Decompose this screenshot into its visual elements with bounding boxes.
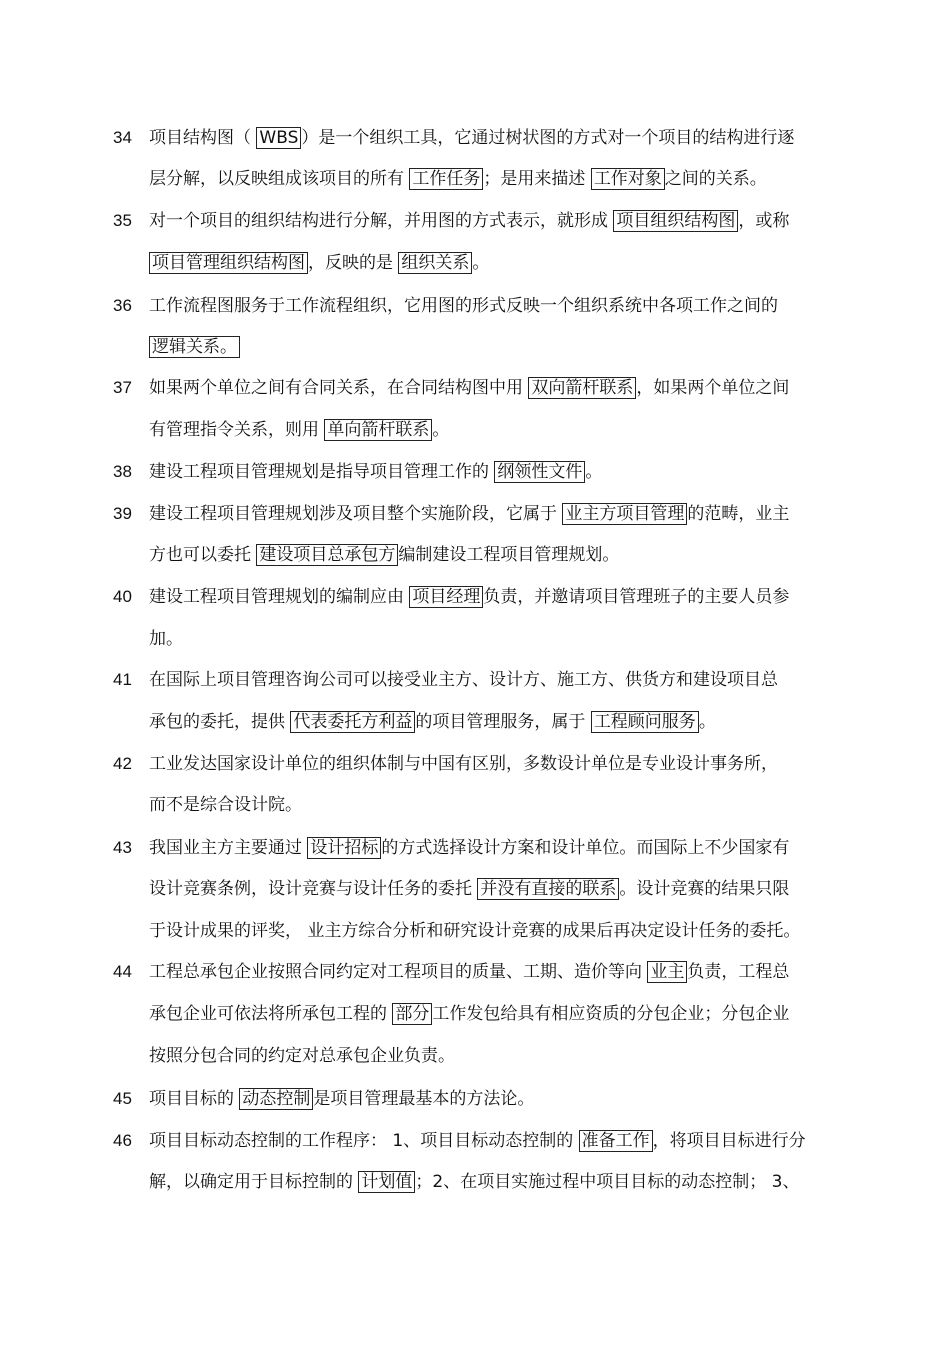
line-text [149,750,778,778]
item-36-line-2 [0,333,950,361]
line-text [149,292,778,320]
text-run: 建设工程项目管理规划涉及项目整个实施阶段，它属于 [149,504,563,524]
text-run: ，或称 [738,211,790,231]
answer-box: 工作对象 [591,168,665,190]
text-run: 。 [698,712,716,732]
text-run: ，将项目目标进行分 [652,1131,806,1151]
line-text [149,541,619,569]
answer-box: 项目经理 [409,586,483,608]
line-text [149,416,449,444]
answer-box: 动态控制 [239,1088,313,1110]
answer-box: 建设项目总承包方 [256,544,398,566]
item-40-line-1 [0,583,950,611]
item-35-line-1 [0,207,950,235]
line-text [149,165,767,193]
line-text [149,124,794,152]
item-43-line-3 [0,917,950,945]
text-run: 工程总承包企业按照合同约定对工程项目的质量、工期、造价等向 [149,962,648,982]
answer-box: 准备工作 [579,1130,653,1152]
item-number: 44 [113,962,132,981]
text-run: 。 [432,420,450,440]
line-text [149,875,789,903]
text-run: 加。 [149,629,183,649]
item-39-line-1 [0,500,950,528]
item-43-line-2 [0,875,950,903]
answer-box: 双向箭杆联系 [528,377,636,399]
item-number: 45 [113,1089,132,1108]
line-text [149,625,183,653]
text-run: 工作流程图服务于工作流程组织，它用图的形式反映一个组织系统中各项工作之间的 [149,296,778,316]
item-35-line-2 [0,249,950,277]
line-text [149,458,602,486]
text-run: 工作发包给具有相应资质的分包企业；分包企业 [432,1004,790,1024]
item-number: 34 [113,128,132,147]
line-text [149,500,789,528]
text-run: 。 [585,462,603,482]
item-number: 36 [113,296,132,315]
text-run: 的项目管理服务，属于 [415,712,591,732]
item-36-line-1 [0,292,950,320]
answer-box: WBS [256,127,301,149]
item-41-line-1 [0,666,950,694]
line-text [149,834,789,862]
answer-box: 部分 [392,1003,432,1025]
text-run: 的范畴，业主 [687,504,790,524]
line-text [149,708,716,736]
line-text [149,1127,806,1155]
text-run: ，反映的是 [308,253,399,273]
item-number: 41 [113,670,132,689]
text-run: 的方式选择设计方案和设计单位。而国际上不少国家有 [381,838,790,858]
answer-box: 设计招标 [307,837,381,859]
answer-box: 纲领性文件 [494,461,585,483]
item-41-line-2 [0,708,950,736]
answer-box: 单向箭杆联系 [324,419,432,441]
item-39-line-2 [0,541,950,569]
answer-box: 工作任务 [409,168,483,190]
text-run: 负责，工程总 [687,962,790,982]
item-42-line-1 [0,750,950,778]
text-run: 而不是综合设计院。 [149,795,302,815]
item-44-line-1 [0,958,950,986]
item-37-line-1 [0,374,950,402]
text-run: 。设计竞赛的结果只限 [619,879,790,899]
text-run: 按照分包合同的约定对总承包企业负责。 [149,1046,455,1066]
text-run: ，如果两个单位之间 [636,378,790,398]
line-text [149,1000,789,1028]
text-run: 方也可以委托 [149,545,257,565]
item-34-line-1 [0,124,950,152]
item-45-line-1 [0,1085,950,1113]
answer-box: 计划值 [358,1171,415,1193]
text-run: 在国际上项目管理咨询公司可以接受业主方、设计方、施工方、供货方和建设项目总 [149,670,778,690]
item-44-line-2 [0,1000,950,1028]
line-text [149,791,302,819]
text-run: 于设计成果的评奖， 业主方综合分析和研究设计竞赛的成果后再决定设计任务的委托。 [149,921,801,941]
answer-box: 项目组织结构图 [613,210,738,232]
item-38-line-1 [0,458,950,486]
answer-box: 项目管理组织结构图 [149,252,308,274]
line-text [149,583,789,611]
item-40-line-2 [0,625,950,653]
line-text [149,207,789,235]
item-37-line-2 [0,416,950,444]
answer-box: 代表委托方利益 [290,711,415,733]
line-text [149,666,778,694]
answer-box: 逻辑关系。 [149,336,240,358]
line-text [149,1042,455,1070]
text-run: 对一个项目的组织结构进行分解，并用图的方式表示，就形成 [149,211,614,231]
text-run: 有管理指令关系，则用 [149,420,325,440]
text-run: 建设工程项目管理规划是指导项目管理工作的 [149,462,495,482]
item-number: 46 [113,1131,132,1150]
text-run: 项目目标动态控制的工作程序： 1、项目目标动态控制的 [149,1131,579,1151]
answer-box: 并没有直接的联系 [477,878,619,900]
line-text [149,374,789,402]
line-text [149,958,789,986]
line-text [149,333,240,361]
text-run: 如果两个单位之间有合同关系，在合同结构图中用 [149,378,529,398]
text-run: ）是一个组织工具，它通过树状图的方式对一个项目的结构进行逐 [301,128,795,148]
item-number: 37 [113,378,132,397]
text-run: 解，以确定用于目标控制的 [149,1172,359,1192]
line-text [149,917,800,945]
text-run: 设计竞赛条例，设计竞赛与设计任务的委托 [149,879,478,899]
text-run: 工业发达国家设计单位的组织体制与中国有区别，多数设计单位是专业设计事务所， [149,754,778,774]
item-number: 38 [113,462,132,481]
item-number: 42 [113,754,132,773]
item-number: 35 [113,211,132,230]
answer-box: 业主方项目管理 [562,503,687,525]
text-run: 建设工程项目管理规划的编制应由 [149,587,410,607]
answer-box: 工程顾问服务 [591,711,699,733]
answer-box: 业主 [647,961,687,983]
item-34-line-2 [0,165,950,193]
text-run: 承包的委托，提供 [149,712,291,732]
text-run: 编制建设工程项目管理规划。 [398,545,620,565]
text-run: 项目结构图（ [149,128,257,148]
item-43-line-1 [0,834,950,862]
text-run: 。 [472,253,490,273]
line-text [149,249,489,277]
item-number: 39 [113,504,132,523]
item-number: 40 [113,587,132,606]
text-run: 是项目管理最基本的方法论。 [313,1089,535,1109]
line-text [149,1168,799,1196]
text-run: 项目目标的 [149,1089,240,1109]
answer-box: 组织关系 [398,252,472,274]
item-44-line-3 [0,1042,950,1070]
text-run: 之间的关系。 [664,169,767,189]
text-run: ；是用来描述 [483,169,591,189]
text-run: 承包企业可依法将所承包工程的 [149,1004,393,1024]
item-46-line-2 [0,1168,950,1196]
text-run: 我国业主方主要通过 [149,838,308,858]
item-number: 43 [113,838,132,857]
line-text [149,1085,534,1113]
text-run: 负责，并邀请项目管理班子的主要人员参 [483,587,790,607]
text-run: 层分解，以反映组成该项目的所有 [149,169,410,189]
item-42-line-2 [0,791,950,819]
text-run: ；2、在项目实施过程中项目目标的动态控制； 3、 [415,1172,800,1192]
item-46-line-1 [0,1127,950,1155]
